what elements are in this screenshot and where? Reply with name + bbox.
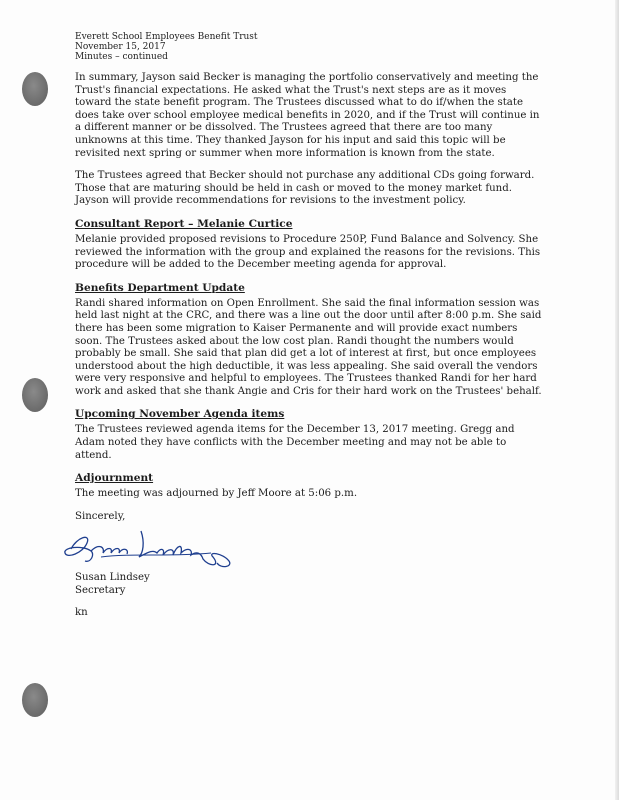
salutation: Sincerely, [75, 510, 126, 522]
section-body: Melanie provided proposed revisions to Procedure 250P, Fund Balance and Solvency. She reviewed the information with the group and explained the reasons for the revisions. This procedure will be added to the December meeting agenda for approval. [75, 233, 541, 271]
header-section: Minutes – continued [75, 52, 168, 62]
running-header [75, 32, 258, 62]
punch-hole [22, 378, 48, 412]
section-body: Randi shared information on Open Enrollment. She said the final information session was held last night at the CRC, and there was a line out the door until after 8:00 p.m. She said there has been some migration to Kaiser Permanente and will provide exact numbers soon. The Trustees asked about the low cost plan. Randi thought the numbers would probably be small. She said that plan did get a lot of interest at first, but once employees understood about the high deductible, it was less appealing. She said overall the vendors were very responsive and helpful to employees. The Trustees thanked Randi for her hard work and asked that she thank Angie and Cris for their hard work on the Trustees' behalf. [75, 297, 542, 397]
section-body: The Trustees reviewed agenda items for the December 13, 2017 meeting. Gregg and Adam noted they have conflicts with the December meeting and may not be able to attend. [75, 424, 515, 461]
header-org: Everett School Employees Benefit Trust [75, 32, 258, 42]
section-heading: Upcoming November Agenda items [75, 408, 285, 421]
handwritten-signature [75, 523, 275, 571]
section-heading: Consultant Report – Melanie Curtice [75, 217, 293, 230]
paragraph: In summary, Jayson said Becker is managing the portfolio conservatively and meeting the Trust's financial expectations. He asked what the Trust's next steps are as it moves toward the state benefit program. The Trustees discussed what to do if/when the state does take over school employee medical benefits in 2020, and if the Trust will continue in a different manner or be dissolved. The Trustees agreed that there are too many unknowns at this time. They thanked Jayson for his input and said this topic will be revisited next spring or summer when more information is known from the state. [75, 72, 540, 159]
signer-title: Secretary [75, 585, 126, 597]
punch-hole [22, 683, 48, 717]
punch-hole [22, 72, 48, 106]
paragraph: The Trustees agreed that Becker should not purchase any additional CDs going forward. Those that are maturing should be held in cash or moved to the money market fund. Jayson will provide recommendations for revisions to the investment policy. [75, 170, 535, 207]
section-heading: Benefits Department Update [75, 281, 245, 294]
header-date: November 15, 2017 [75, 42, 166, 52]
section-heading: Adjournment [75, 472, 154, 485]
document-body [75, 72, 545, 620]
signer-name: Susan Lindsey [75, 572, 150, 584]
page-edge [615, 0, 619, 800]
typist-initials: kn [75, 607, 88, 619]
signature-block [75, 511, 545, 620]
section-body: The meeting was adjourned by Jeff Moore at 5:06 p.m. [75, 488, 358, 500]
